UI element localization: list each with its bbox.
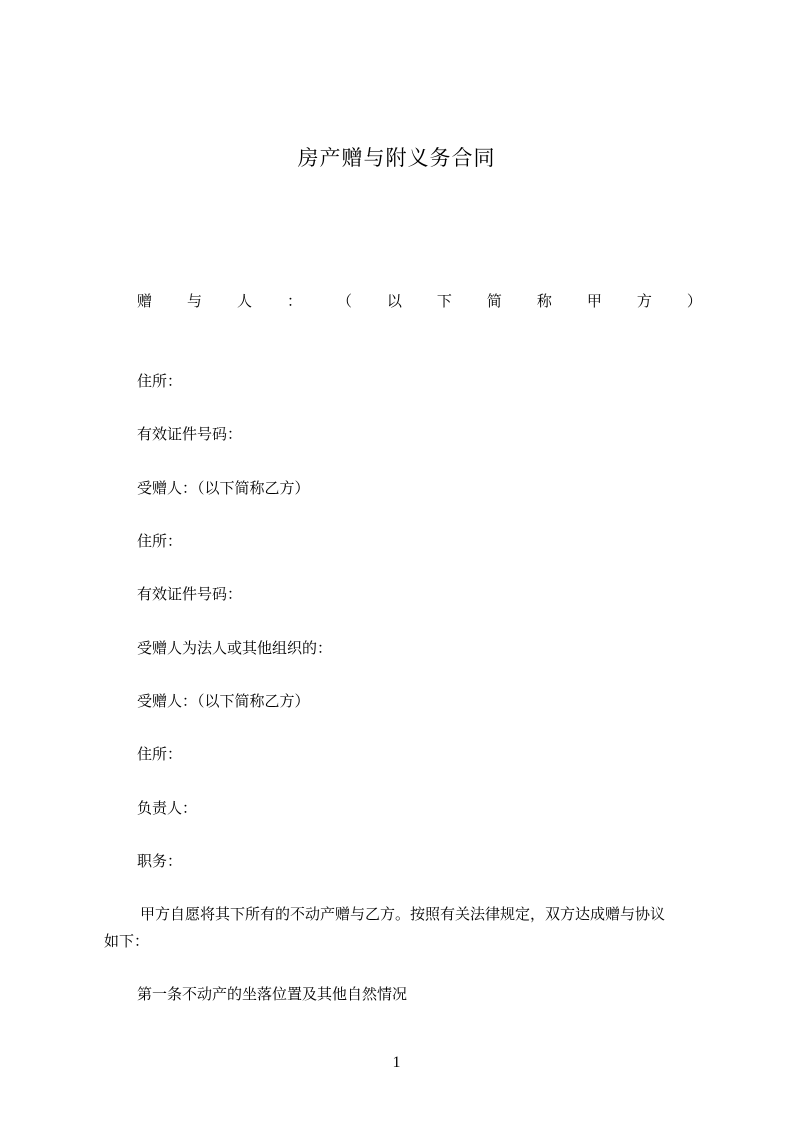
donor-char: ）	[686, 292, 702, 310]
recipient-address-label: 住所：	[137, 532, 183, 550]
donor-char: 简	[486, 292, 502, 310]
donor-char: 称	[536, 292, 552, 310]
donor-char: 甲	[586, 292, 602, 310]
donor-id-label: 有效证件号码：	[137, 425, 243, 443]
org-recipient-label: 受赠人：（以下简称乙方）	[137, 692, 310, 710]
donor-char: 赠	[137, 292, 153, 310]
donor-char: 下	[436, 292, 452, 310]
donor-char: 人	[236, 292, 252, 310]
recipient-label: 受赠人：（以下简称乙方）	[137, 479, 310, 497]
donor-char: 以	[386, 292, 402, 310]
agreement-paragraph	[104, 901, 704, 955]
paragraph-line-2: 如下：	[104, 932, 150, 950]
document-title: 房产赠与附义务合同	[297, 146, 496, 170]
article-1-heading: 第一条不动产的坐落位置及其他自然情况	[137, 985, 408, 1003]
donor-address-label: 住所：	[137, 372, 183, 390]
donor-char: 方	[636, 292, 652, 310]
donor-char: ：	[286, 292, 302, 310]
position-label: 职务：	[137, 852, 183, 870]
paragraph-line-1: 甲方自愿将其下所有的不动产赠与乙方。按照有关法律规定，双方达成赠与协议	[140, 905, 666, 923]
donor-char: 与	[186, 292, 202, 310]
organization-recipient-heading: 受赠人为法人或其他组织的：	[137, 639, 333, 657]
recipient-id-label: 有效证件号码：	[137, 585, 243, 603]
donor-char: （	[336, 292, 352, 310]
responsible-person-label: 负责人：	[137, 799, 198, 817]
page-number: 1	[392, 1054, 401, 1071]
donor-line	[137, 290, 702, 312]
org-address-label: 住所：	[137, 745, 183, 763]
